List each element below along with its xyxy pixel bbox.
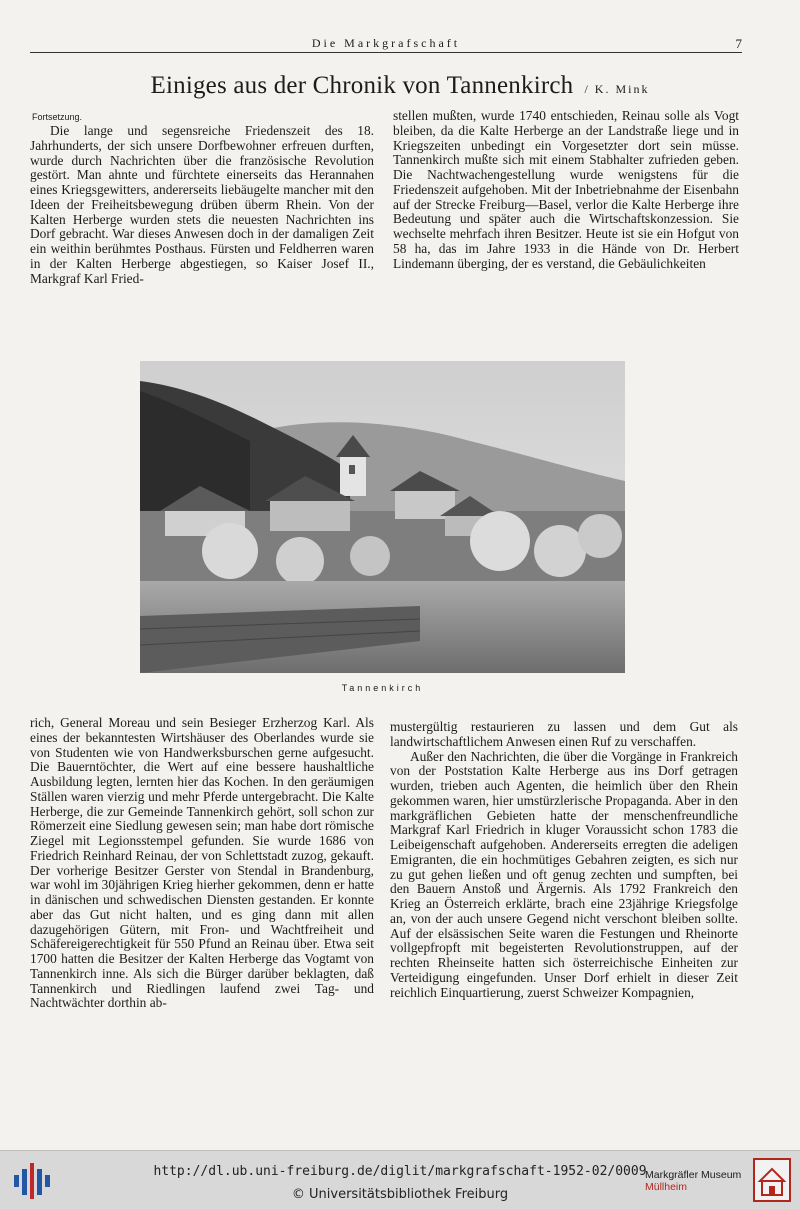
- museum-name-line: Markgräfler Museum: [645, 1169, 742, 1181]
- continued-label: Fortsetzung.: [32, 112, 83, 122]
- journal-title: Die Markgrafschaft: [311, 36, 461, 50]
- paragraph: Die lange und segensreiche Friedenszeit des 18. Jahrhunderts, der sich unsere Dorfbewohner erfreuen durften, wurde durch Nachrichten über die französische Revolution gestört. Man ahnte und fürchtete einerseits das Herannahen eines Kriegsgewitters, andererseits liebäugelte mancher mit den Ideen der Freiheitsbewegung drüben überm Rhein. Von der Kalten Herberge wurden stets die neuesten Nachrichten ins Dorf gebracht. War dieses Anwesen doch in der damaligen Zeit ein weithin berühmtes Posthaus. Fürsten und Feldherren waren in der Kalten Herberge abgestiegen, so Kaiser Josef II., Markgraf Karl Fried-: [30, 123, 374, 286]
- document-url-link[interactable]: http://dl.ub.uni-freiburg.de/diglit/markgrafschaft-1952-02/0009: [153, 1164, 647, 1179]
- paragraph: mustergültig restaurieren zu lassen und dem Gut als landwirtschaftlichem Anwesen einen Ruf zu verschaffen.: [390, 719, 738, 749]
- museum-logo-icon: [752, 1157, 792, 1203]
- article-title: Einiges aus der Chronik von Tannenkirch: [150, 72, 574, 99]
- article-heading: [30, 72, 770, 100]
- column-top-right: [393, 109, 739, 271]
- photo-scene: [140, 361, 625, 673]
- paragraph: rich, General Moreau und sein Besieger Erzherzog Karl. Als eines der bekanntesten Wirtshäuser des Oberlandes wurde sie von Studenten wie von Handwerksburschen gerne aufgesucht. Die Bauerntöchter, die Wert auf eine bessere haushaltliche Ausbildung legten, lernten hier das Kochen. In den geräumigen Ställen waren vierzig und mehr Pferde untergebracht. Die Kalte Herberge, die zur Gemeinde Tannenkirch gehört, soll schon zur Römerzeit eine Siedlung gewesen sein; man habe dort römische Ziegel mit Legionsstempel gefunden. Sie wurde 1686 von Friedrich Reinhard Reinau, der von Schlettstadt zuzog, gekauft. Der vorherige Besitzer Gerster von Stendal in Brandenburg, war wohl im 30jährigen Krieg hierher gekommen, denn er hatte in dänischen und schwedischen Diensten gestanden. Er konnte aber das Gut nicht halten, und es ging dann mit allen dazugehörigen Gütern, mit Fron- und Wachtfreiheit und Schäfereigerechtigkeit für 550 Pfund an Reinau über. Etwa seit 1700 hatten die Besitzer der Kalten Herberge das Vogtamt von Tannenkirch inne. Als sich die Bürger darüber beklagten, daß Tannenkirch und Riedlingen laufend zwei Tag- und Nachtwächter dorthin ab-: [30, 715, 374, 1011]
- column-top-left: [30, 124, 374, 286]
- running-header: [30, 36, 742, 53]
- page-number: 7: [735, 36, 742, 51]
- article-author: / K. Mink: [584, 82, 650, 96]
- paragraph: stellen mußten, wurde 1740 entschieden, Reinau solle als Vogt bleiben, da die Kalte Herberge an der Landstraße liege und in Kriegszeiten unbedingt ein Vorgesetzter dort sein müsse. Tannenkirch mußte sich mit einem Stabhalter zufrieden geben. Die Nachtwachengestellung wurde wenigstens für die Friedenszeit aufgehoben. Mit der Inbetriebnahme der Eisenbahn auf der Strecke Freiburg—Basel, verlor die Kalte Herberge ihre Bedeutung und später auch die Wirtschaftskonzession. Sie wechselte mehrfach ihren Besitzer. Heute ist sie ein Hofgut von 58 ha, das im Jahre 1933 in die Hände von Dr. Herbert Lindemann überging, der es verstand, die Gebäulichkeiten: [393, 108, 739, 271]
- paragraph: Außer den Nachrichten, die über die Vorgänge in Frankreich von der Poststation Kalte Herberge aus ins Dorf getragen wurden, trieben auch Agenten, die heimlich über den Rhein gekommen waren, hier umstürzlerische Propaganda. Aber in den markgräflichen Gebieten hatte der menschenfreundliche Markgraf Karl Friedrich in kluger Voraussicht schon 1783 die Leibeigenschaft aufgehoben. Andererseits erregten die adeligen Emigranten, die ein hochmütiges Gebahren zeigten, es sich nur zu gut gehen ließen und oft genug zechten und sumpften, bei den Bauern Anstoß und Ärgernis. Als 1792 Frankreich den Krieg an Österreich erklärte, brach eine 23jährige Kriegsfolge an, von der auch unsere Gegend nicht verschont bleiben sollte. Auf der elsässischen Seite waren die Festungen und Rheinorte vollgepfropft mit begeisterten Revolutionstruppen, auf der rechten Rheinseite hatten sich österreichische Einheiten zur Verteidigung eingefunden. Unser Dorf erhielt in dieser Zeit reichlich Einquartierung, zuerst Schweizer Kompagnien,: [390, 748, 738, 1000]
- village-photo: [140, 361, 625, 673]
- copyright-notice: © Universitätsbibliothek Freiburg: [291, 1187, 509, 1202]
- column-bottom-right: [390, 720, 738, 1000]
- museum-name: [645, 1169, 755, 1193]
- photo-caption: Tannenkirch: [341, 683, 424, 693]
- footer-bar: [0, 1150, 800, 1209]
- column-bottom-left: [30, 716, 374, 1011]
- museum-location: Müllheim: [645, 1181, 688, 1193]
